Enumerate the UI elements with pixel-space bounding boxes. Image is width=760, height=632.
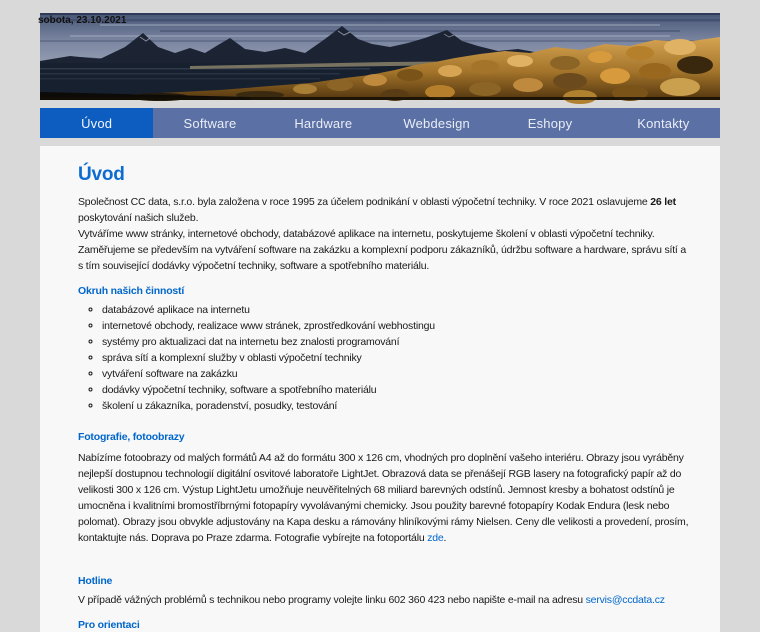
photo-portal-link[interactable]: zde	[427, 532, 444, 544]
list-item: ◦ dodávky výpočetní techniky, software a spotřebního materiálu	[102, 382, 690, 398]
intro-text-2: poskytování našich služeb.	[78, 212, 199, 224]
list-item: ◦ školení u zákazníka, poradenství, posudky, testování	[102, 398, 690, 414]
activities-list	[78, 302, 690, 414]
nav-item-webdesign[interactable]: Webdesign	[403, 115, 470, 131]
content-area	[40, 146, 720, 632]
nav-item-eshopy[interactable]: Eshopy	[527, 115, 573, 131]
intro-paragraph	[78, 194, 690, 274]
header-photo-illustration	[40, 13, 720, 100]
main-nav	[40, 108, 720, 138]
page	[0, 13, 760, 631]
photo-paragraph	[78, 450, 690, 546]
intro-text-3: Vytváříme www stránky, internetové obchody, databázové aplikace na internetu, poskytujeme školení v oblasti výpočetní techniky.	[78, 228, 655, 240]
nav-item-hardware[interactable]: Hardware	[294, 115, 353, 131]
list-item: ◦ internetové obchody, realizace www stránek, zprostředkování webhostingu	[102, 318, 690, 334]
nav-item-software[interactable]: Software	[183, 115, 237, 131]
list-item: ◦ vytváření software na zakázku	[102, 366, 690, 382]
list-item: ◦ systémy pro aktualizaci dat na internetu bez znalosti programování	[102, 334, 690, 350]
photo-text: Nabízíme fotoobrazy od malých formátů A4 až do formátu 300 x 126 cm, vhodných pro doplnění vašeho interiéru. Obrazy jsou vyráběny nejlepší dostupnou technologií digitální osvitové laboratoře LightJet. Obrazová data se přenášejí RGB lasery na fotografický papír až do velikosti 300 x 126 cm. Výstup LightJetu umožňuje neuvěřitelných 68 miliard barevných odstínů. Jemnost kresby a bohatost odstínů je umocněna i kvalitními bromostříbrnými fotopapíry vyvolávanými chemicky. Jsou použity barevné fotopapíry Kodak Endura (lesk nebo polomat). Obrazy jsou obvykle adjustovány na Kapa desku a rámovány hliníkovými rámy Nielsen. Ceny dle velikosti a provedení, prosím, kontaktujte nás. Doprava po Praze zdarma. Fotografie vybírejte na fotoportálu	[78, 452, 689, 544]
intro-years-bold: 26 let	[650, 196, 676, 208]
hotline-heading: Hotline	[78, 575, 113, 587]
page-title: Úvod	[78, 164, 125, 185]
nav-item-uvod[interactable]: Úvod	[40, 108, 153, 138]
activities-heading: Okruh našich činností	[78, 285, 185, 297]
list-item: ◦ správa sítí a komplexní služby v oblasti výpočetní techniky	[102, 350, 690, 366]
hotline-email-link[interactable]: servis@ccdata.cz	[585, 594, 665, 606]
intro-text-4: Zaměřujeme se především na vytváření software na zakázku a komplexní podporu zákazníků, údržbu software a hardware, správu sítí a s tím související dodávky výpočetní techniky, software a spotřebního materiálu.	[78, 244, 687, 272]
orientation-heading: Pro orientaci	[78, 619, 140, 631]
date-label: sobota, 23.10.2021	[38, 15, 127, 26]
photo-heading: Fotografie, fotoobrazy	[78, 431, 185, 443]
hotline-paragraph	[78, 592, 690, 608]
header-photo	[40, 13, 720, 100]
photo-text-end: .	[443, 532, 447, 544]
intro-text-1: Společnost CC data, s.r.o. byla založena v roce 1995 za účelem podnikání v oblasti výpočetní techniky. V roce 2021 oslavujeme	[78, 196, 651, 208]
list-item: ◦ databázové aplikace na internetu	[102, 302, 690, 318]
hotline-text: V případě vážných problémů s technikou nebo programy volejte linku 602 360 423 nebo napište e-mail na adresu	[78, 594, 586, 606]
nav-item-kontakty[interactable]: Kontakty	[637, 115, 690, 131]
